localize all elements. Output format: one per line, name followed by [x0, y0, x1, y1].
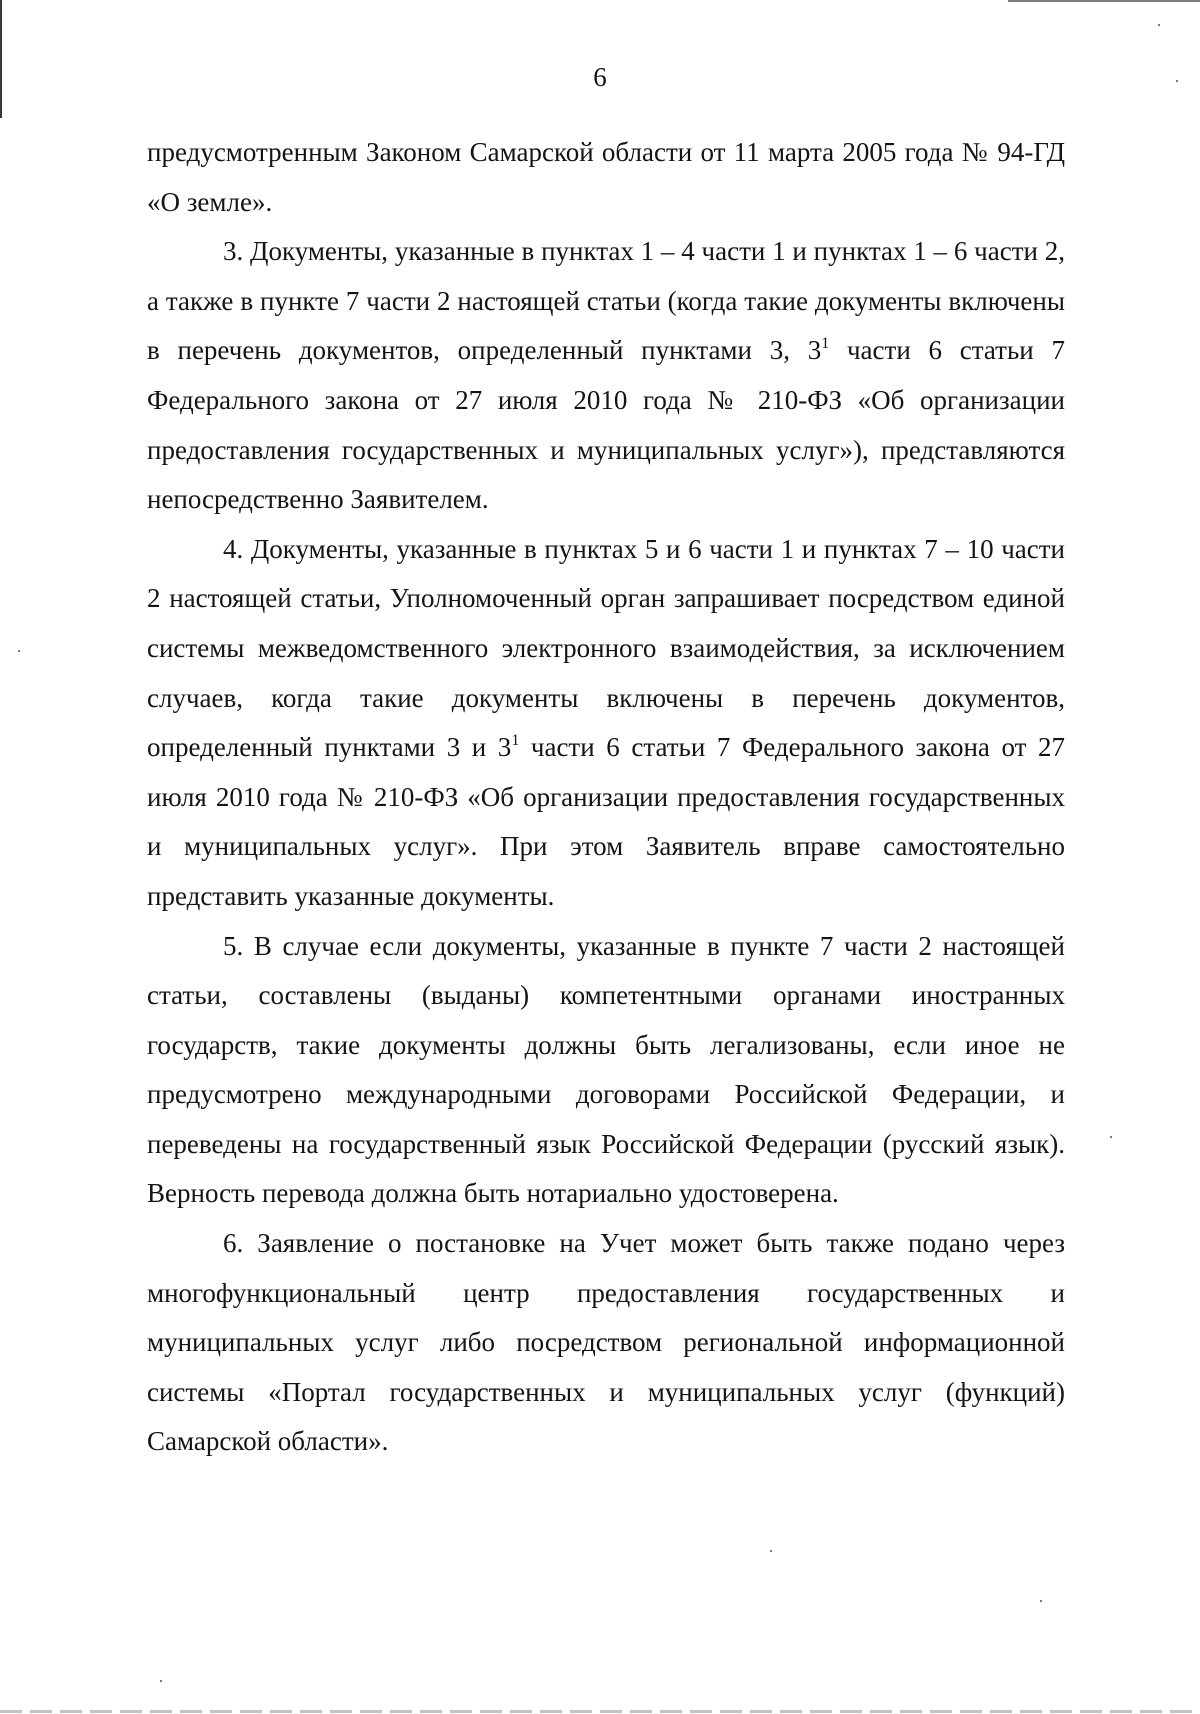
scan-speck — [1040, 1600, 1042, 1602]
scan-speck — [1110, 1136, 1112, 1138]
paragraph-5: 5. В случае если документы, указанные в пункте 7 части 2 настоящей статьи, составлены (выданы) компетентными органами иностранных государств, такие документы должны быть легализованы, если иное не предусмотрено международными договорами Российской Федерации, и переведены на государственный язык Российской Федерации (русский язык). Верность перевода должна быть нотариально удостоверена. — [147, 930, 1065, 1209]
body-text — [147, 128, 1065, 1467]
superscript-one: 1 — [511, 732, 520, 750]
superscript-one: 1 — [821, 335, 830, 353]
scan-speck — [160, 1680, 162, 1682]
scan-edge-left — [0, 0, 2, 118]
scan-edge-top — [1008, 0, 1200, 2]
scan-speck — [18, 650, 20, 652]
paragraph-4: 4. Документы, указанные в пунктах 5 и 6 части 1 и пунктах 7 – 10 части 2 настоящей статьи, Уполномоченный орган запрашивает посредством единой системы межведомственного электронного взаимодействия, за исключением случаев, когда такие документы включены в перечень документов, определенный пунктами 3 и $3^1$ части 6 статьи 7 Федерального закона от 27 июля 2010 года № 210-ФЗ «Об организации предоставления государственных и муниципальных услуг». При этом Заявитель вправе самостоятельно представить указанные документы. — [147, 533, 1065, 911]
scan-speck — [770, 1550, 772, 1552]
paragraph-6: 6. Заявление о постановке на Учет может быть также подано через многофункциональный центр предоставления государственных и муниципальных услуг либо посредством региональной информационной системы «Портал государственных и муниципальных услуг (функций) Самарской области». — [147, 1228, 1065, 1457]
scan-edge-bottom — [0, 1710, 1200, 1713]
paragraph-continuation: предусмотренным Законом Самарской области от 11 марта 2005 года № 94-ГД «О земле». — [147, 137, 1065, 217]
scan-speck — [1158, 24, 1160, 26]
scan-speck — [1176, 80, 1178, 82]
paragraph-3: 3. Документы, указанные в пунктах 1 – 4 части 1 и пунктах 1 – 6 части 2, а также в пункте 7 части 2 настоящей статьи (когда такие документы включены в перечень документов, определенный пунктами 3, $3^1$ части 6 статьи 7 Федерального закона от 27 июля 2010 года № 210-ФЗ «Об организации предоставления государственных и муниципальных услуг»), представляются непосредственно Заявителем. — [147, 236, 1065, 515]
page-number: 6 — [593, 62, 607, 92]
